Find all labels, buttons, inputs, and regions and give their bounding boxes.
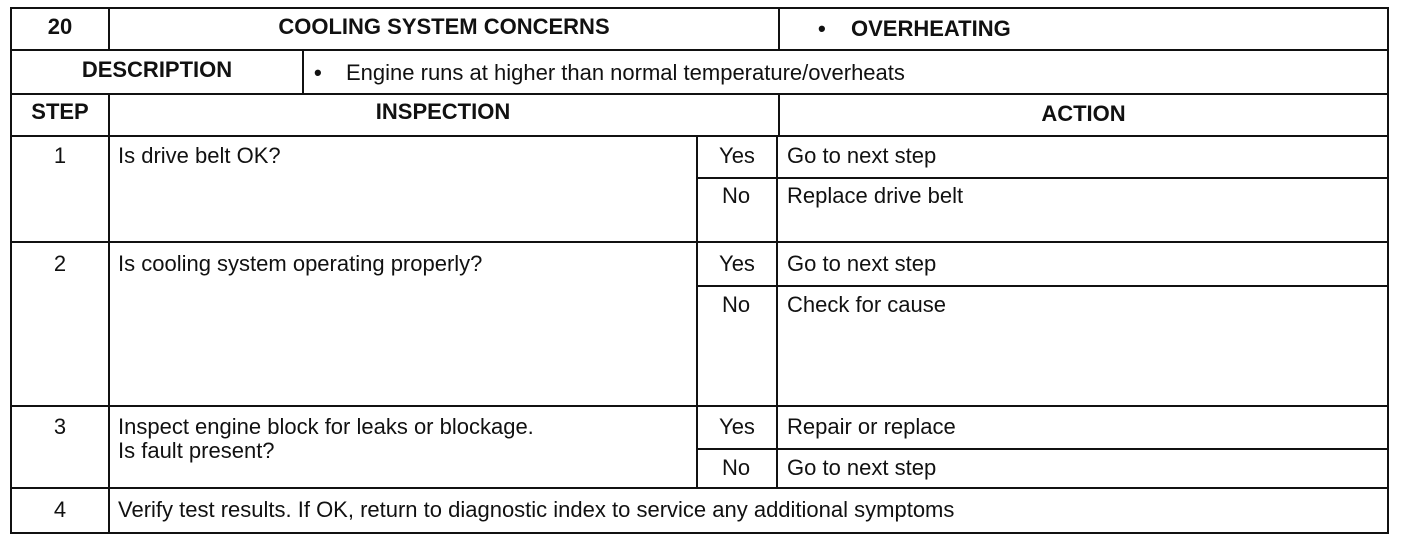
yes-label: Yes	[719, 414, 755, 439]
rule-step3-yes	[696, 448, 1389, 450]
description-label: DESCRIPTION	[81, 57, 233, 82]
symptom-bullet: •	[818, 16, 826, 41]
section-title: COOLING SYSTEM CONCERNS	[278, 14, 610, 39]
step-number: 2	[53, 251, 67, 276]
no-label: No	[721, 455, 751, 480]
rule-header	[10, 49, 1389, 51]
no-label: No	[721, 292, 751, 317]
rule-step1	[10, 241, 1389, 243]
step-number: 1	[53, 143, 67, 168]
rule-step2-yes	[696, 285, 1389, 287]
vrule-step-column	[108, 93, 110, 534]
yes-label: Yes	[719, 251, 755, 276]
yes-action: Go to next step	[787, 251, 937, 276]
inspection-text: Is fault present?	[118, 438, 275, 463]
yes-label: Yes	[719, 143, 755, 168]
section-number: 20	[47, 14, 73, 39]
vrule-header-symptom	[778, 7, 780, 50]
no-action: Check for cause	[787, 292, 946, 317]
inspection-text: Is drive belt OK?	[118, 143, 281, 168]
verify-text: Verify test results. If OK, return to diagnostic index to service any additional symptoms	[118, 497, 955, 522]
rule-step2	[10, 405, 1389, 407]
rule-columns	[10, 135, 1389, 137]
no-label: No	[721, 183, 751, 208]
step-number: 3	[53, 414, 67, 439]
column-action: ACTION	[1041, 101, 1126, 126]
rule-step1-yes	[696, 177, 1389, 179]
no-action: Go to next step	[787, 455, 937, 480]
yes-action: Repair or replace	[787, 414, 956, 439]
inspection-text: Is cooling system operating properly?	[118, 251, 483, 276]
yes-action: Go to next step	[787, 143, 937, 168]
inspection-text: Inspect engine block for leaks or blockage.	[118, 414, 534, 439]
description-bullet: •	[314, 60, 322, 85]
symptom-title: OVERHEATING	[851, 16, 1011, 41]
rule-description	[10, 93, 1389, 95]
vrule-description	[302, 49, 304, 94]
column-step: STEP	[31, 99, 89, 124]
rule-step3	[10, 487, 1389, 489]
no-action: Replace drive belt	[787, 183, 964, 208]
description-text: Engine runs at higher than normal temperature/overheats	[346, 60, 905, 85]
column-inspection: INSPECTION	[375, 99, 511, 124]
step-number: 4	[53, 497, 67, 522]
vrule-action-column	[776, 135, 778, 487]
